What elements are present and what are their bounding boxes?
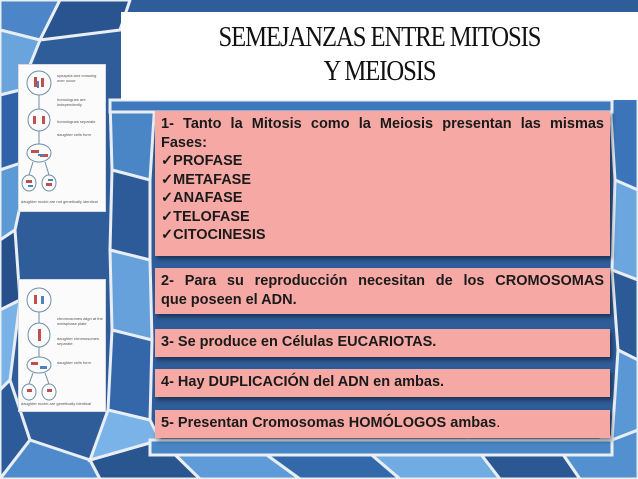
mitosis-label-2: daughter chromosomes separate [57,336,100,346]
title-line-2: Y MEIOSIS [323,56,436,87]
meiosis-diagram [18,64,106,212]
similarity-box-4 [155,369,610,397]
mitosis-label-1: chromosomes align at the metaphase plate [57,316,103,326]
similarity-box-1 [155,111,610,256]
check-icon: ✓ [161,153,174,169]
phase-label: PROFASE [173,153,243,169]
box4-text: 4- Hay DUPLICACIÓN del ADN en ambas. [161,374,445,390]
box2-line-2: que poseen el ADN. [161,291,297,308]
box1-line-2: Fases: [161,134,207,151]
phase-label: METAFASE [173,171,252,188]
check-icon: ✓ [161,190,174,206]
mitosis-diagram [18,279,106,412]
similarity-box-3 [155,329,610,357]
page-title [152,21,607,89]
phase-item [161,152,604,171]
similarity-box-2 [155,268,610,314]
phase-label: ANAFASE [173,190,243,206]
box5-end: . [496,415,501,431]
meiosis-label-1: synapsis and crossing over occur [57,73,97,83]
box2-line-1: 2- Para su reproducción necesitan de los CROMOSOMAS [161,273,604,289]
title-line-1: SEMEJANZAS ENTRE MITOSIS [218,22,541,53]
phase-item [161,189,604,208]
phase-item [161,226,604,245]
similarity-box-5 [155,410,610,438]
mitosis-caption: daughter nuclei are genetically identical [21,401,92,406]
phase-item [161,171,604,190]
meiosis-label-4: daughter cells form [57,132,92,137]
box1-line-1: 1- Tanto la Mitosis como la Meiosis presentan las mismas [161,116,604,132]
phase-list [161,152,604,245]
mitosis-label-3: daughter cells form [57,360,92,365]
meiosis-caption: daughter nuclei are not genetically identical [21,199,98,204]
check-icon: ✓ [161,171,174,188]
meiosis-label-2: homologues are independently [57,97,86,107]
meiosis-label-3: homologues separate [57,119,96,124]
phase-label: TELOFASE [173,208,250,225]
phase-item [161,208,604,227]
check-icon: ✓ [161,208,174,225]
check-icon: ✓ [161,227,174,243]
phase-label: CITOCINESIS [173,227,266,243]
box5-text: 5- Presentan Cromosomas HOMÓLOGOS ambas [161,415,497,431]
box3-text: 3- Se produce en Células EUCARIOTAS. [161,334,437,350]
